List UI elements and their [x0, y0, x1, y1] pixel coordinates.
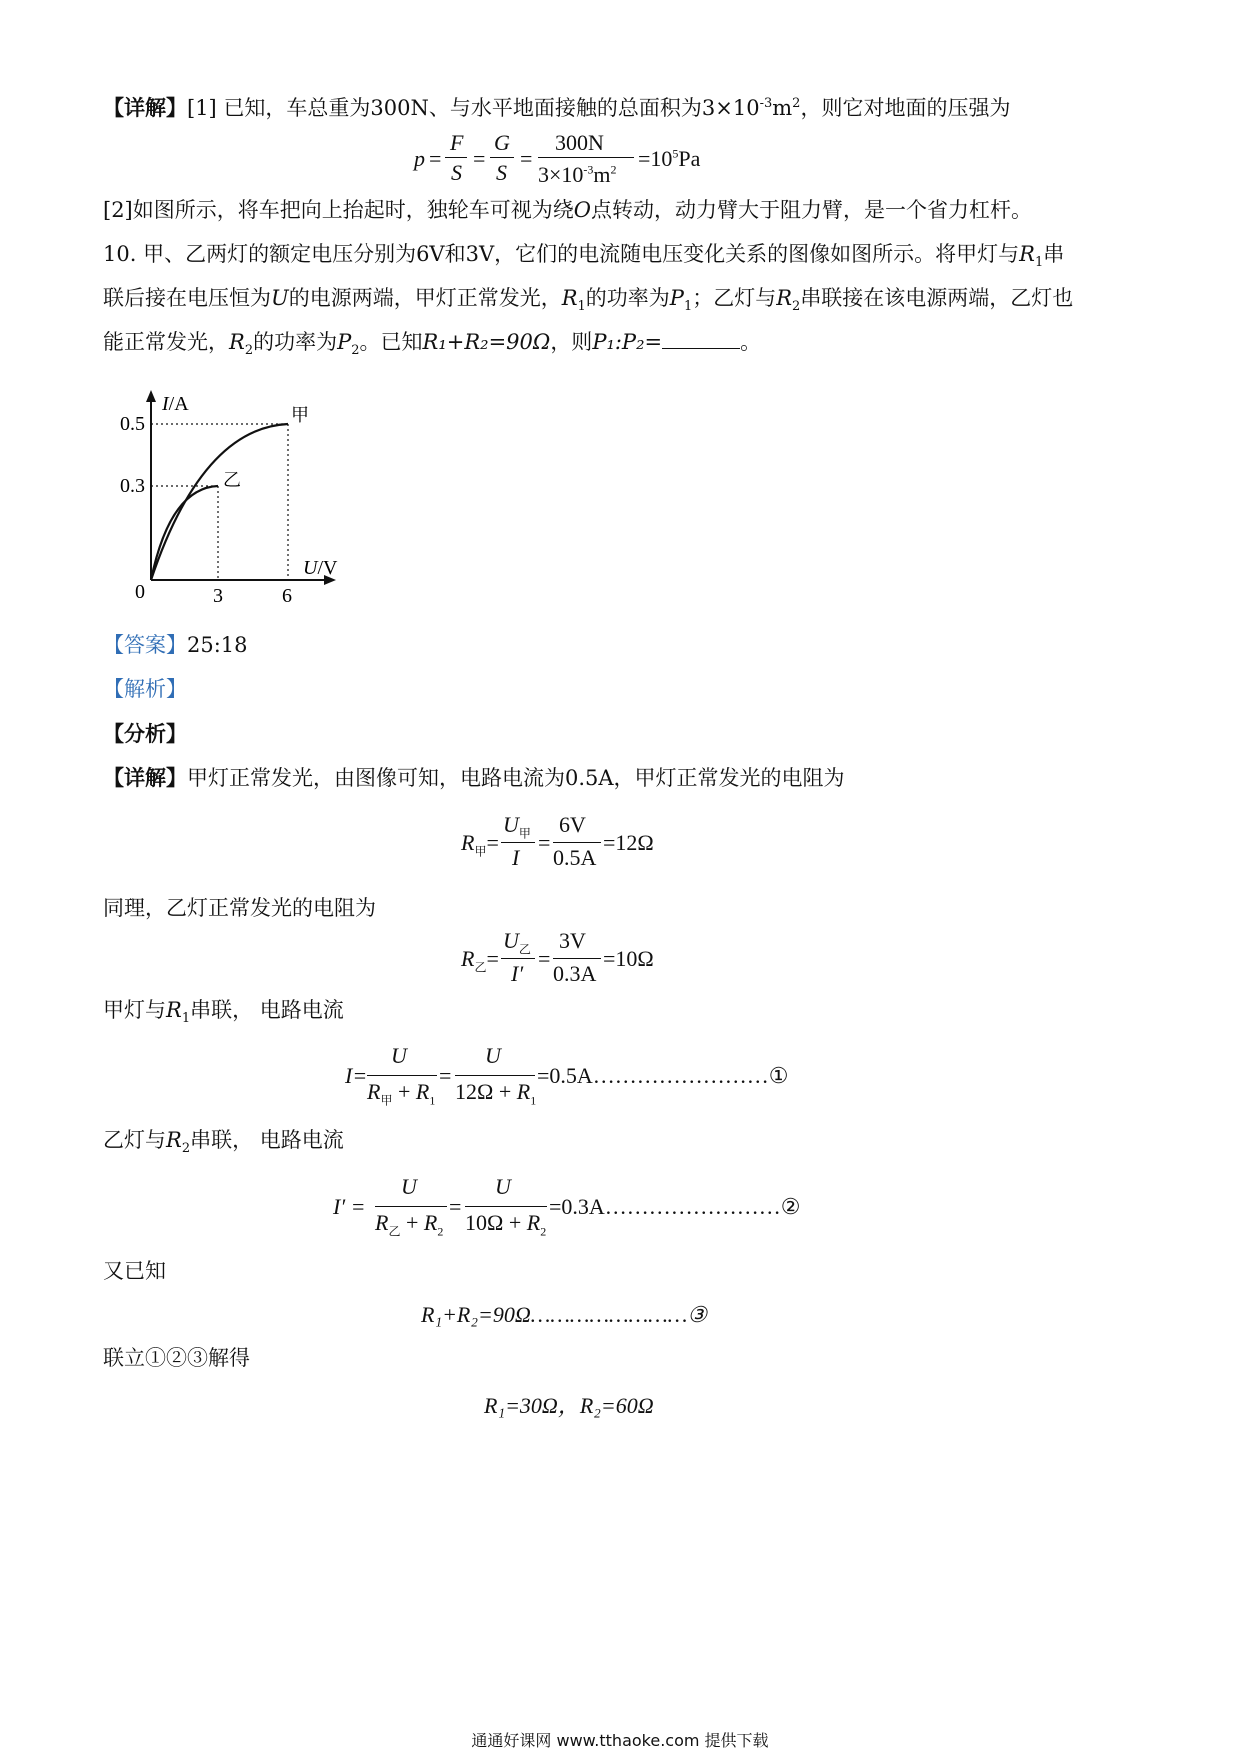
eq3-U2: U	[485, 1043, 501, 1068]
var-R: R	[776, 286, 793, 310]
q10-text-2a: 联后接在电压恒为	[103, 286, 271, 310]
eq-S: S	[451, 160, 462, 185]
eq3-result: =0.5A……………………①	[537, 1063, 789, 1088]
index-1: [1]	[187, 96, 217, 120]
series2-b: 串联， 电路电流	[190, 1128, 344, 1152]
x-axis-var: U	[303, 557, 318, 579]
eq2-03A: 0.3A	[553, 961, 597, 986]
curve-jia	[151, 424, 288, 580]
equation-r-yi: $R_乙=$ $U_乙$ I′ = 3V 0.3A =10Ω	[461, 928, 654, 986]
equation-current-1: I= U $R_甲 + R_1$ = U $12\Omega + R_1$ =0.5A……………………①	[345, 1043, 789, 1108]
q10-text-2d: ；乙灯与	[692, 286, 777, 310]
eq-den-a: 3×10	[538, 162, 584, 187]
lever-text: [2]如图所示，将车把向上抬起时，独轮车可视为绕	[103, 198, 574, 222]
eq3-R-sub: 甲	[380, 1093, 393, 1108]
eq3-R1: R	[415, 1079, 430, 1104]
y-axis-unit: /A	[168, 393, 189, 415]
answer-value: 25:18	[187, 633, 248, 657]
y-axis-var: I	[162, 393, 169, 415]
iv-graph-svg	[110, 388, 370, 618]
q10-text-3d: ，则	[550, 330, 593, 354]
x-axis-label	[303, 557, 338, 579]
curve-yi	[151, 486, 218, 580]
eq1-6V: 6V	[559, 812, 586, 837]
given-sum: R₁+R₂=90Ω	[422, 330, 551, 354]
eq4-den2-sub: 2	[540, 1224, 547, 1239]
q10-text-2b: 的电源两端，甲灯正常发光，	[288, 286, 562, 310]
eq4-R2-sub: 2	[437, 1224, 444, 1239]
eq4-lhs: I′ =	[333, 1194, 366, 1219]
origin-label: 0	[135, 581, 145, 603]
question-10-line-3	[103, 330, 761, 359]
detail-tag: 【详解】	[103, 95, 187, 120]
var-R: R	[229, 330, 245, 354]
detail-tag-2: 【详解】	[103, 765, 187, 790]
sub: 1	[577, 299, 586, 315]
var-P: P	[337, 330, 352, 354]
series1-R: R	[166, 998, 182, 1022]
series2-sub: 2	[181, 1141, 191, 1157]
equation-current-2: I′ = U $R_乙 + R_2$ = U $10\Omega + R_2$ =0.3A……………………②	[333, 1174, 801, 1239]
eq3-plus: +	[397, 1079, 411, 1104]
point-O: O	[573, 198, 591, 222]
eq3-den2: 12Ω +	[455, 1079, 512, 1104]
given-tail: ，则它对地面的压强为	[800, 96, 1011, 120]
sub: 2	[244, 343, 254, 359]
series-2-line	[103, 1128, 344, 1157]
eq2-U-sub: 乙	[518, 942, 531, 957]
lever-tail: 点转动，动力臂大于阻力臂，是一个省力杠杆。	[590, 198, 1032, 222]
eq-den-unit: m	[593, 162, 611, 187]
series-1-line	[103, 998, 344, 1027]
eq-numerator: 300N	[555, 130, 604, 155]
eq2-I-prime: I′	[511, 961, 524, 986]
page-footer: 通通好课网 www.tthaoke.com 提供下载	[471, 1731, 769, 1750]
eq2-R: R	[461, 946, 475, 971]
series2-R: R	[166, 1128, 182, 1152]
eq1-05A: 0.5A	[553, 845, 597, 870]
exponent: -3	[759, 96, 773, 111]
question-10-line-1	[103, 242, 1064, 271]
q10-text-2e: 串联接在该电源两端，乙灯也	[800, 286, 1074, 310]
q10-text-3b: 的功率为	[253, 330, 338, 354]
eq-den-exp2: 2	[610, 162, 617, 177]
given-text: 已知，车总重为300N、与水平地面接触的总面积为3×10	[223, 96, 760, 120]
eq-result-unit: Pa	[678, 146, 701, 171]
var-U: U	[271, 286, 289, 310]
iv-graph	[110, 388, 370, 618]
eq4-R-sub: 乙	[388, 1224, 401, 1239]
eq1-R: R	[461, 830, 475, 855]
eq1-U: U	[503, 812, 519, 837]
q10-text-3e: 。	[740, 330, 762, 354]
detail-line-1: 【详解】[1] 已知，车总重为300N、与水平地面接触的总面积为$3\times 10^{-3}m^2$，则它对地面的压强为	[103, 95, 1011, 120]
eq3-R1-sub: 1	[429, 1093, 436, 1108]
solution-line: R₁=30Ω，R₂=60Ω	[484, 1393, 654, 1418]
same-reason: 同理，乙灯正常发光的电阻为	[103, 896, 376, 920]
answer-line	[103, 633, 248, 658]
answer-blank	[662, 330, 740, 349]
series2-a: 乙灯与	[103, 1128, 166, 1152]
eq-F: F	[450, 130, 464, 155]
y-axis-label	[161, 393, 189, 415]
eq2-R-sub: 乙	[474, 960, 487, 975]
q10-text-1: 10. 甲、乙两灯的额定电压分别为6V和3V，它们的电流随电压变化关系的图像如图所示。将甲灯与	[103, 242, 1020, 266]
detail-text: 甲灯正常发光，由图像可知，电路电流为0.5A，甲灯正常发光的电阻为	[187, 766, 845, 790]
eq4-plus: +	[405, 1210, 419, 1235]
eq1-R-sub: 甲	[474, 844, 487, 859]
eq3-R: R	[367, 1079, 381, 1104]
eq-den-exp: -3	[583, 162, 594, 177]
eq-result: =10	[638, 146, 673, 171]
sub: 1	[683, 299, 693, 315]
y-tick-03: 0.3	[120, 475, 145, 497]
var-R: R	[561, 286, 578, 310]
eq3-den2-sub: 1	[530, 1093, 537, 1108]
eq4-R2: R	[423, 1210, 438, 1235]
x-tick-3: 3	[213, 585, 223, 607]
eq2-result: =10Ω	[603, 946, 654, 971]
y-axis-arrow	[146, 390, 156, 402]
combine-line: 联立①②③解得	[103, 1346, 250, 1370]
eq1-U-sub: 甲	[518, 826, 531, 841]
eq1-result: =12Ω	[603, 830, 654, 855]
sub: 2	[351, 343, 360, 359]
fenxi-tag: 【分析】	[103, 721, 187, 746]
series1-b: 串联， 电路电流	[190, 998, 344, 1022]
eq4-U2: U	[495, 1174, 511, 1199]
eq2-U: U	[503, 928, 519, 953]
q10-text-3a: 能正常发光，	[103, 330, 229, 354]
pressure-equation: p = F S = G S = 300N $3\times 10^{-3}m^2$ $=10^5Pa$	[414, 130, 701, 187]
equation-sum: R₁+R₂=90Ω……………………③	[421, 1302, 707, 1327]
y-tick-05: 0.5	[120, 413, 145, 435]
eq-result-exp: 5	[672, 146, 679, 161]
eq4-den2-R: R	[526, 1210, 541, 1235]
q10-text-2c: 的功率为	[585, 286, 670, 310]
series1-sub: 1	[181, 1011, 191, 1027]
var-P: P	[669, 286, 684, 310]
label-yi: 乙	[223, 470, 241, 491]
series1-a: 甲灯与	[103, 998, 166, 1022]
sub: 1	[1034, 255, 1044, 271]
eq-S2: S	[496, 160, 507, 185]
ratio: P₁:P₂=	[592, 330, 663, 354]
analysis-tag: 【解析】	[103, 677, 187, 701]
answer-tag: 【答案】	[103, 633, 187, 657]
x-tick-6: 6	[282, 585, 292, 607]
eq3-lhs: I=	[345, 1063, 368, 1088]
label-jia: 甲	[291, 405, 309, 426]
q10-text-3c: 。已知	[359, 330, 423, 354]
sub: 2	[792, 299, 801, 315]
eq-G: G	[494, 130, 510, 155]
known-line: 又已知	[103, 1259, 166, 1283]
eq3-den2-R: R	[516, 1079, 531, 1104]
eq4-R: R	[375, 1210, 389, 1235]
eq1-I: I	[512, 845, 520, 870]
eq3-U: U	[391, 1043, 407, 1068]
eq2-3V: 3V	[559, 928, 586, 953]
detail-line-2	[103, 198, 1032, 223]
unit: m	[772, 96, 793, 120]
var-R: R	[1019, 242, 1035, 266]
x-axis-unit: /V	[317, 557, 338, 579]
eq4-U: U	[401, 1174, 417, 1199]
detail-intro	[103, 765, 845, 791]
q10-text-1-tail: 串	[1043, 242, 1065, 266]
eq4-den2: 10Ω +	[465, 1210, 522, 1235]
eq4-result: =0.3A……………………②	[549, 1194, 801, 1219]
equation-r-jia: $R_甲=$ $U_甲$ I = 6V 0.5A =12Ω	[461, 812, 654, 870]
eq-p: p	[414, 146, 425, 171]
question-10-line-2	[103, 286, 1073, 315]
